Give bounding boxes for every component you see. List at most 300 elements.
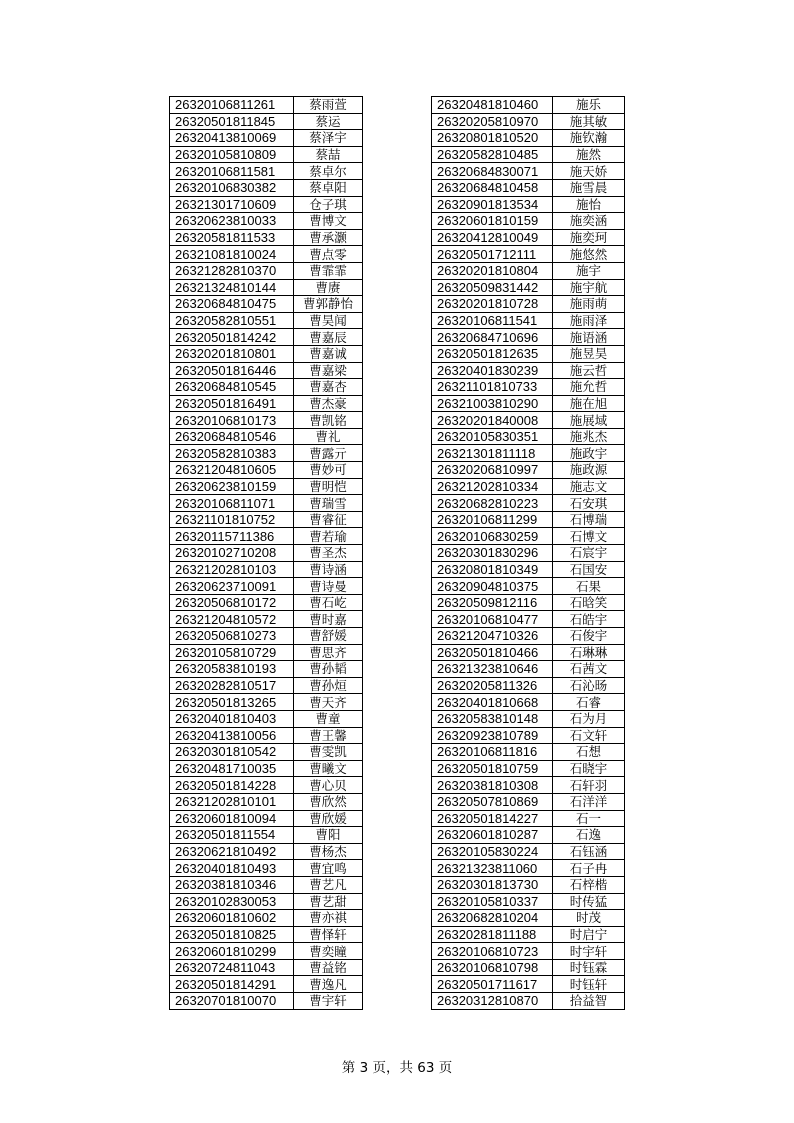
table-row (432, 959, 625, 976)
student-name-cell: 石国安 (553, 561, 625, 578)
table-row (432, 677, 625, 694)
student-name-cell: 石安琪 (553, 495, 625, 512)
student-name-cell: 蔡运 (294, 113, 363, 130)
student-name-cell: 曹妙可 (294, 462, 363, 479)
exam-id-cell: 26320724811043 (170, 959, 294, 976)
student-name-cell: 曹宇轩 (294, 993, 363, 1010)
student-name-cell: 曹艺凡 (294, 876, 363, 893)
table-row (432, 694, 625, 711)
table-row (170, 246, 363, 263)
exam-id-cell: 26320401810668 (432, 694, 553, 711)
table-row (170, 727, 363, 744)
exam-id-cell: 26320501816491 (170, 395, 294, 412)
student-name-cell: 曹凯铭 (294, 412, 363, 429)
table-row (170, 843, 363, 860)
student-name-cell: 时宇轩 (553, 943, 625, 960)
table-row (170, 860, 363, 877)
student-name-cell: 时钰霖 (553, 959, 625, 976)
table-row (170, 810, 363, 827)
exam-id-cell: 26320481710035 (170, 760, 294, 777)
exam-id-cell: 26320115711386 (170, 528, 294, 545)
student-name-cell: 曹天齐 (294, 694, 363, 711)
exam-id-cell: 26320623710091 (170, 578, 294, 595)
student-name-cell: 石子冉 (553, 860, 625, 877)
exam-id-cell: 26321301811118 (432, 445, 553, 462)
table-row (432, 412, 625, 429)
table-row (170, 379, 363, 396)
student-name-cell: 曹礼 (294, 428, 363, 445)
table-row (432, 163, 625, 180)
student-name-cell: 曹赓 (294, 279, 363, 296)
student-name-cell: 石一 (553, 810, 625, 827)
table-row (432, 97, 625, 114)
exam-id-cell: 26320106810173 (170, 412, 294, 429)
exam-id-cell: 26320105830224 (432, 843, 553, 860)
table-row (432, 644, 625, 661)
table-row (432, 661, 625, 678)
table-row (170, 428, 363, 445)
student-name-cell: 石晓宇 (553, 760, 625, 777)
exam-id-cell: 26321202810101 (170, 793, 294, 810)
exam-id-cell: 26321202810103 (170, 561, 294, 578)
exam-id-cell: 26320102710208 (170, 545, 294, 562)
student-name-cell: 曹明恺 (294, 478, 363, 495)
table-row (170, 777, 363, 794)
exam-id-cell: 26320106810723 (432, 943, 553, 960)
student-name-cell: 曹时嘉 (294, 611, 363, 628)
table-row (170, 146, 363, 163)
table-row (170, 312, 363, 329)
table-row (432, 130, 625, 147)
table-row (170, 959, 363, 976)
student-name-cell: 曹心贝 (294, 777, 363, 794)
student-name-cell: 石洋洋 (553, 793, 625, 810)
table-row (170, 976, 363, 993)
student-name-cell: 曹益铭 (294, 959, 363, 976)
student-name-cell: 曹怿轩 (294, 926, 363, 943)
student-name-cell: 曹孙烜 (294, 677, 363, 694)
table-row (170, 478, 363, 495)
table-row (170, 993, 363, 1010)
table-row (432, 345, 625, 362)
exam-id-cell: 26320601810287 (432, 827, 553, 844)
table-row (170, 511, 363, 528)
student-name-cell: 施展域 (553, 412, 625, 429)
table-row (432, 511, 625, 528)
exam-id-cell: 26320601810299 (170, 943, 294, 960)
exam-id-cell: 26320102830053 (170, 893, 294, 910)
table-row (170, 561, 363, 578)
table-row (432, 628, 625, 645)
table-row (432, 179, 625, 196)
exam-id-cell: 26320401830239 (432, 362, 553, 379)
exam-id-cell: 26320682810204 (432, 910, 553, 927)
student-name-cell: 时钰轩 (553, 976, 625, 993)
exam-id-cell: 26320581811533 (170, 229, 294, 246)
exam-id-cell: 26320106810477 (432, 611, 553, 628)
exam-id-cell: 26320106811261 (170, 97, 294, 114)
student-name-cell: 曹曦文 (294, 760, 363, 777)
exam-id-cell: 26320601810602 (170, 910, 294, 927)
student-name-cell: 石逸 (553, 827, 625, 844)
student-name-cell: 蔡泽宇 (294, 130, 363, 147)
student-name-cell: 石博瑞 (553, 511, 625, 528)
table-row (170, 196, 363, 213)
student-name-cell: 拾益智 (553, 993, 625, 1010)
student-name-cell: 施雪晨 (553, 179, 625, 196)
exam-id-cell: 26320481810460 (432, 97, 553, 114)
student-name-cell: 石睿 (553, 694, 625, 711)
student-name-cell: 曹石屹 (294, 594, 363, 611)
exam-id-cell: 26320205810970 (432, 113, 553, 130)
exam-id-cell: 26320621810492 (170, 843, 294, 860)
table-row (170, 611, 363, 628)
student-name-cell: 施兆杰 (553, 428, 625, 445)
student-name-cell: 施奕涵 (553, 213, 625, 230)
student-name-cell: 曹欣然 (294, 793, 363, 810)
student-name-cell: 施宇航 (553, 279, 625, 296)
table-row (432, 246, 625, 263)
exam-id-cell: 26320106811581 (170, 163, 294, 180)
student-name-cell: 曹嘉诚 (294, 345, 363, 362)
exam-id-cell: 26320901813534 (432, 196, 553, 213)
table-row (432, 594, 625, 611)
exam-id-cell: 26320501813265 (170, 694, 294, 711)
student-name-cell: 施在旭 (553, 395, 625, 412)
table-row (170, 412, 363, 429)
table-row (432, 976, 625, 993)
exam-id-cell: 26321324810144 (170, 279, 294, 296)
exam-id-cell: 26320623810033 (170, 213, 294, 230)
student-name-cell: 曹承灏 (294, 229, 363, 246)
student-name-cell: 时茂 (553, 910, 625, 927)
student-name-cell: 施其敏 (553, 113, 625, 130)
table-row (432, 462, 625, 479)
exam-id-cell: 26321204810572 (170, 611, 294, 628)
exam-id-cell: 26321101810733 (432, 379, 553, 396)
student-name-cell: 曹点零 (294, 246, 363, 263)
exam-id-cell: 26320282810517 (170, 677, 294, 694)
student-name-cell: 蔡卓阳 (294, 179, 363, 196)
table-row (170, 910, 363, 927)
student-name-cell: 曹王馨 (294, 727, 363, 744)
roster-table-left-body (170, 97, 363, 1010)
exam-id-cell: 26320506810273 (170, 628, 294, 645)
table-row (432, 727, 625, 744)
student-name-cell: 曹亦祺 (294, 910, 363, 927)
student-name-cell: 蔡喆 (294, 146, 363, 163)
table-row (170, 545, 363, 562)
table-row (432, 777, 625, 794)
exam-id-cell: 26320501814291 (170, 976, 294, 993)
table-row (170, 113, 363, 130)
roster-table-right (431, 96, 625, 1010)
student-name-cell: 曹诗涵 (294, 561, 363, 578)
exam-id-cell: 26320501812635 (432, 345, 553, 362)
student-name-cell: 曹杨杰 (294, 843, 363, 860)
table-row (432, 329, 625, 346)
student-name-cell: 曹艺甜 (294, 893, 363, 910)
exam-id-cell: 26320106811816 (432, 744, 553, 761)
student-name-cell: 曹孙韬 (294, 661, 363, 678)
student-name-cell: 曹若瑜 (294, 528, 363, 545)
exam-id-cell: 26320801810349 (432, 561, 553, 578)
student-name-cell: 曹郭静怡 (294, 296, 363, 313)
exam-id-cell: 26320412810049 (432, 229, 553, 246)
student-name-cell: 曹嘉梁 (294, 362, 363, 379)
table-row (432, 495, 625, 512)
table-row (432, 876, 625, 893)
exam-id-cell: 26320401810403 (170, 710, 294, 727)
table-row (170, 760, 363, 777)
student-name-cell: 曹欣媛 (294, 810, 363, 827)
exam-id-cell: 26320413810056 (170, 727, 294, 744)
table-row (170, 744, 363, 761)
student-name-cell: 施然 (553, 146, 625, 163)
student-name-cell: 施雨萌 (553, 296, 625, 313)
table-row (170, 179, 363, 196)
student-name-cell: 施政宇 (553, 445, 625, 462)
student-name-cell: 施政源 (553, 462, 625, 479)
exam-id-cell: 26320201840008 (432, 412, 553, 429)
exam-id-cell: 26320105810729 (170, 644, 294, 661)
table-row (170, 329, 363, 346)
roster-table-left (169, 96, 363, 1010)
exam-id-cell: 26320501711617 (432, 976, 553, 993)
student-name-cell: 施悠然 (553, 246, 625, 263)
roster-table-right-body (432, 97, 625, 1010)
table-row (170, 594, 363, 611)
student-name-cell: 施昱昊 (553, 345, 625, 362)
table-row (170, 445, 363, 462)
student-name-cell: 曹圣杰 (294, 545, 363, 562)
table-row (432, 229, 625, 246)
table-row (170, 362, 363, 379)
table-row (170, 296, 363, 313)
exam-id-cell: 26320801810520 (432, 130, 553, 147)
student-name-cell: 施怡 (553, 196, 625, 213)
exam-id-cell: 26320201810801 (170, 345, 294, 362)
exam-id-cell: 26320684810475 (170, 296, 294, 313)
table-row (170, 462, 363, 479)
table-row (432, 710, 625, 727)
table-row (170, 644, 363, 661)
student-name-cell: 石轩羽 (553, 777, 625, 794)
table-row (432, 611, 625, 628)
student-name-cell: 时传猛 (553, 893, 625, 910)
student-name-cell: 曹童 (294, 710, 363, 727)
student-name-cell: 石博文 (553, 528, 625, 545)
exam-id-cell: 26320501811554 (170, 827, 294, 844)
exam-id-cell: 26320623810159 (170, 478, 294, 495)
student-name-cell: 石文轩 (553, 727, 625, 744)
exam-id-cell: 26321204710326 (432, 628, 553, 645)
student-name-cell: 石钰涵 (553, 843, 625, 860)
table-row (170, 677, 363, 694)
exam-id-cell: 26321202810334 (432, 478, 553, 495)
exam-id-cell: 26320206810997 (432, 462, 553, 479)
student-name-cell: 曹诗曼 (294, 578, 363, 595)
student-name-cell: 石琳琳 (553, 644, 625, 661)
exam-id-cell: 26320509831442 (432, 279, 553, 296)
table-row (432, 395, 625, 412)
exam-id-cell: 26320501811845 (170, 113, 294, 130)
exam-id-cell: 26320381810346 (170, 876, 294, 893)
student-name-cell: 石茜文 (553, 661, 625, 678)
student-name-cell: 石果 (553, 578, 625, 595)
student-name-cell: 石想 (553, 744, 625, 761)
exam-id-cell: 26320501816446 (170, 362, 294, 379)
student-name-cell: 曹逸凡 (294, 976, 363, 993)
exam-id-cell: 26320601810159 (432, 213, 553, 230)
table-row (170, 710, 363, 727)
exam-id-cell: 26320205811326 (432, 677, 553, 694)
student-name-cell: 曹昊闻 (294, 312, 363, 329)
exam-id-cell: 26320413810069 (170, 130, 294, 147)
student-name-cell: 施钦瀚 (553, 130, 625, 147)
table-row (170, 395, 363, 412)
table-row (432, 445, 625, 462)
exam-id-cell: 26320507810869 (432, 793, 553, 810)
exam-id-cell: 26320106830382 (170, 179, 294, 196)
exam-id-cell: 26320684830071 (432, 163, 553, 180)
table-row (170, 163, 363, 180)
table-row (432, 793, 625, 810)
table-row (170, 628, 363, 645)
table-row (170, 926, 363, 943)
table-row (432, 744, 625, 761)
student-name-cell: 施云哲 (553, 362, 625, 379)
table-row (432, 312, 625, 329)
student-name-cell: 曹嘉杏 (294, 379, 363, 396)
student-name-cell: 曹思齐 (294, 644, 363, 661)
exam-id-cell: 26320501810759 (432, 760, 553, 777)
exam-id-cell: 26320106811299 (432, 511, 553, 528)
exam-id-cell: 26320201810804 (432, 262, 553, 279)
table-row (432, 993, 625, 1010)
table-row (432, 910, 625, 927)
student-name-cell: 蔡雨萱 (294, 97, 363, 114)
student-name-cell: 曹杰豪 (294, 395, 363, 412)
student-name-cell: 石宸宇 (553, 545, 625, 562)
student-name-cell: 曹阳 (294, 827, 363, 844)
table-row (432, 362, 625, 379)
student-name-cell: 施语涵 (553, 329, 625, 346)
student-name-cell: 曹霏霏 (294, 262, 363, 279)
exam-id-cell: 26320501814242 (170, 329, 294, 346)
table-row (432, 810, 625, 827)
exam-id-cell: 26320904810375 (432, 578, 553, 595)
exam-id-cell: 26320501810466 (432, 644, 553, 661)
table-row (432, 578, 625, 595)
exam-id-cell: 26320582810551 (170, 312, 294, 329)
student-name-cell: 曹嘉辰 (294, 329, 363, 346)
exam-id-cell: 26320501810825 (170, 926, 294, 943)
student-name-cell: 仓子琪 (294, 196, 363, 213)
table-row (432, 478, 625, 495)
exam-id-cell: 26320106811541 (432, 312, 553, 329)
table-row (432, 262, 625, 279)
exam-id-cell: 26320684810458 (432, 179, 553, 196)
table-row (170, 345, 363, 362)
exam-id-cell: 26320923810789 (432, 727, 553, 744)
exam-id-cell: 26320106811071 (170, 495, 294, 512)
student-name-cell: 施允哲 (553, 379, 625, 396)
table-row (432, 279, 625, 296)
table-row (432, 860, 625, 877)
table-row (432, 428, 625, 445)
table-row (170, 793, 363, 810)
exam-id-cell: 26320684710696 (432, 329, 553, 346)
table-row (170, 661, 363, 678)
table-row (432, 926, 625, 943)
student-name-cell: 曹睿征 (294, 511, 363, 528)
student-name-cell: 曹博文 (294, 213, 363, 230)
table-row (170, 495, 363, 512)
exam-id-cell: 26320583810193 (170, 661, 294, 678)
table-row (432, 213, 625, 230)
student-name-cell: 施乐 (553, 97, 625, 114)
student-name-cell: 曹奕瞳 (294, 943, 363, 960)
student-name-cell: 曹露亓 (294, 445, 363, 462)
student-name-cell: 石皓宇 (553, 611, 625, 628)
table-row (170, 130, 363, 147)
student-name-cell: 蔡卓尔 (294, 163, 363, 180)
student-name-cell: 施天娇 (553, 163, 625, 180)
table-row (170, 229, 363, 246)
table-row (432, 379, 625, 396)
exam-id-cell: 26320301810542 (170, 744, 294, 761)
exam-id-cell: 26321301710609 (170, 196, 294, 213)
exam-id-cell: 26320582810383 (170, 445, 294, 462)
table-row (432, 528, 625, 545)
exam-id-cell: 26320583810148 (432, 710, 553, 727)
page-footer: 第 3 页，共 63 页 (341, 1060, 453, 1076)
exam-id-cell: 26321101810752 (170, 511, 294, 528)
table-row (170, 97, 363, 114)
table-row (432, 296, 625, 313)
table-row (432, 760, 625, 777)
table-row (170, 827, 363, 844)
exam-id-cell: 26320105810337 (432, 893, 553, 910)
student-name-cell: 施志文 (553, 478, 625, 495)
table-row (170, 528, 363, 545)
exam-id-cell: 26320105830351 (432, 428, 553, 445)
exam-id-cell: 26320501814228 (170, 777, 294, 794)
table-row (170, 893, 363, 910)
table-row (170, 213, 363, 230)
exam-id-cell: 26320601810094 (170, 810, 294, 827)
table-row (432, 561, 625, 578)
table-row (432, 196, 625, 213)
exam-id-cell: 26320106810798 (432, 959, 553, 976)
exam-id-cell: 26320281811188 (432, 926, 553, 943)
table-row (170, 694, 363, 711)
exam-id-cell: 26320684810546 (170, 428, 294, 445)
exam-id-cell: 26320701810070 (170, 993, 294, 1010)
exam-id-cell: 26320106830259 (432, 528, 553, 545)
exam-id-cell: 26320201810728 (432, 296, 553, 313)
table-row (432, 843, 625, 860)
exam-id-cell: 26320501712111 (432, 246, 553, 263)
student-name-cell: 石梓楷 (553, 876, 625, 893)
table-row (432, 545, 625, 562)
student-name-cell: 曹宜鸣 (294, 860, 363, 877)
exam-id-cell: 26321081810024 (170, 246, 294, 263)
exam-id-cell: 26320301813730 (432, 876, 553, 893)
student-name-cell: 石为月 (553, 710, 625, 727)
exam-id-cell: 26321282810370 (170, 262, 294, 279)
